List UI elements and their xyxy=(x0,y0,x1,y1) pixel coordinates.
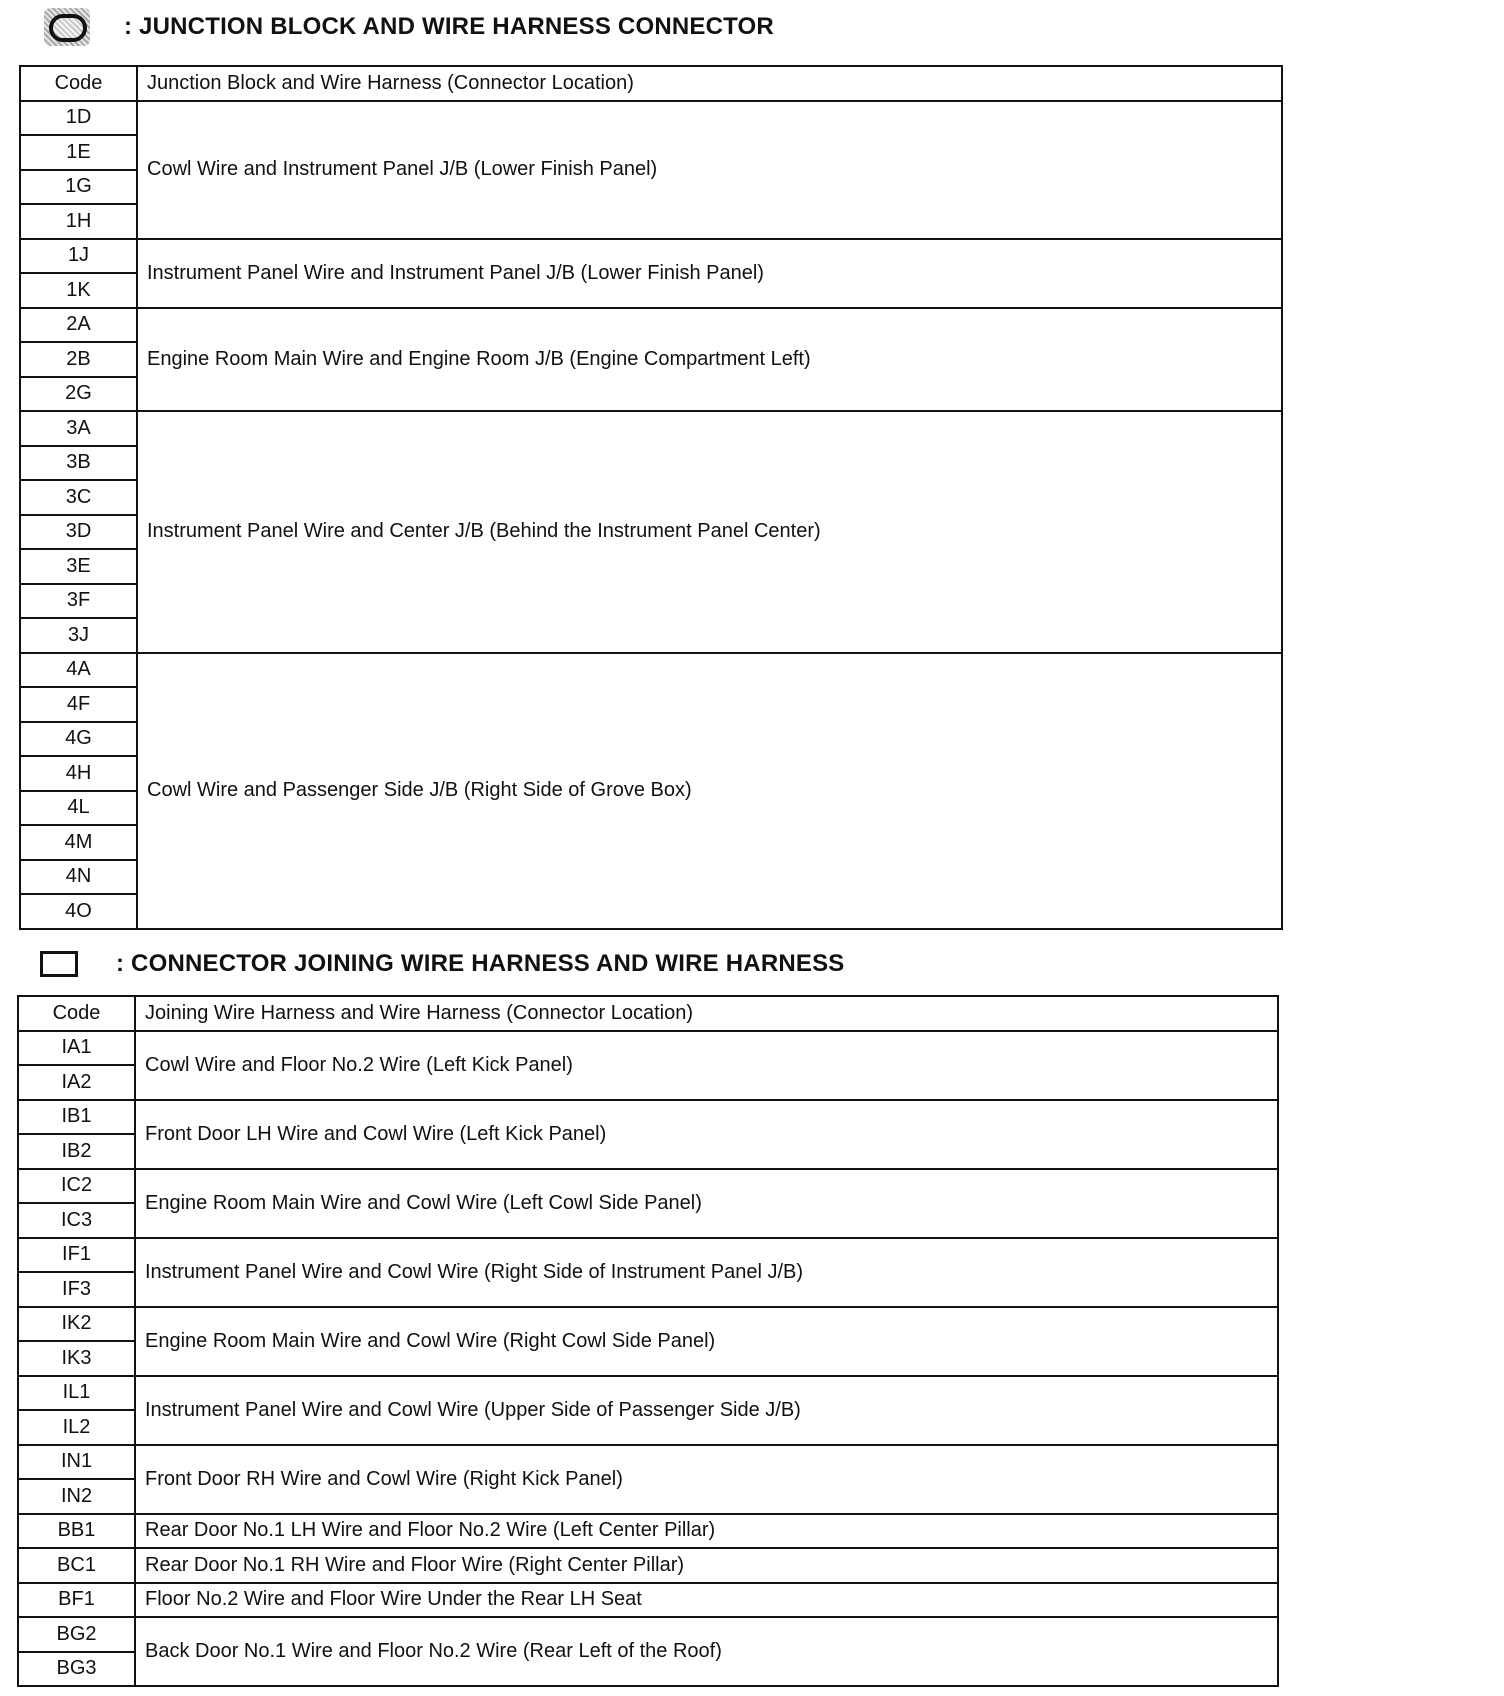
connector-code-cell: 1H xyxy=(20,204,137,239)
table-row xyxy=(18,1514,1278,1549)
connector-location-cell: Cowl Wire and Floor No.2 Wire (Left Kick Panel) xyxy=(135,1031,1278,1100)
connector-code-cell: 3J xyxy=(20,618,137,653)
connector-code-cell: IB1 xyxy=(18,1100,135,1135)
connector-code-cell: 3A xyxy=(20,411,137,446)
table-row xyxy=(20,101,1282,136)
connector-code-cell: IN1 xyxy=(18,1445,135,1480)
connector-code-cell: 1E xyxy=(20,135,137,170)
table-header-row xyxy=(20,66,1282,101)
connector-location-cell: Engine Room Main Wire and Cowl Wire (Left Cowl Side Panel) xyxy=(135,1169,1278,1238)
connector-code-cell: 3E xyxy=(20,549,137,584)
connector-code-cell: 4O xyxy=(20,894,137,929)
table-row xyxy=(18,1445,1278,1480)
connector-location-cell: Engine Room Main Wire and Cowl Wire (Right Cowl Side Panel) xyxy=(135,1307,1278,1376)
connector-code-cell: BB1 xyxy=(18,1514,135,1549)
connector-code-cell: IL2 xyxy=(18,1410,135,1445)
connector-code-cell: 4A xyxy=(20,653,137,688)
table-row xyxy=(18,1100,1278,1135)
connector-code-cell: 4N xyxy=(20,860,137,895)
connector-location-cell: Instrument Panel Wire and Cowl Wire (Right Side of Instrument Panel J/B) xyxy=(135,1238,1278,1307)
connector-code-cell: 3F xyxy=(20,584,137,619)
connector-location-cell: Instrument Panel Wire and Center J/B (Behind the Instrument Panel Center) xyxy=(137,411,1282,653)
connector-code-cell: IB2 xyxy=(18,1134,135,1169)
table-row xyxy=(18,1617,1278,1652)
connector-location-cell: Front Door RH Wire and Cowl Wire (Right Kick Panel) xyxy=(135,1445,1278,1514)
connector-code-cell: 3B xyxy=(20,446,137,481)
junction-block-symbol-icon xyxy=(44,8,90,46)
connector-code-cell: 2B xyxy=(20,342,137,377)
connector-code-cell: 1J xyxy=(20,239,137,274)
connector-location-cell: Cowl Wire and Passenger Side J/B (Right Side of Grove Box) xyxy=(137,653,1282,929)
connector-location-cell: Rear Door No.1 RH Wire and Floor Wire (Right Center Pillar) xyxy=(135,1548,1278,1583)
connector-location-cell: Instrument Panel Wire and Cowl Wire (Upper Side of Passenger Side J/B) xyxy=(135,1376,1278,1445)
connector-section-title: : CONNECTOR JOINING WIRE HARNESS AND WIRE HARNESS xyxy=(116,950,845,977)
connector-location-cell: Cowl Wire and Instrument Panel J/B (Lower Finish Panel) xyxy=(137,101,1282,239)
junction-block-table xyxy=(19,65,1283,930)
table-row xyxy=(18,1583,1278,1618)
connector-location-cell: Back Door No.1 Wire and Floor No.2 Wire (Rear Left of the Roof) xyxy=(135,1617,1278,1686)
connector-code-cell: IK2 xyxy=(18,1307,135,1342)
junction-block-section-header xyxy=(44,8,774,46)
connector-code-cell: BG3 xyxy=(18,1652,135,1687)
table-row xyxy=(18,1307,1278,1342)
connector-code-cell: 4M xyxy=(20,825,137,860)
table-row xyxy=(20,411,1282,446)
connector-code-cell: 2A xyxy=(20,308,137,343)
connector-code-cell: 3D xyxy=(20,515,137,550)
table-row xyxy=(20,653,1282,688)
connector-code-cell: IA1 xyxy=(18,1031,135,1066)
connector-code-cell: IC2 xyxy=(18,1169,135,1204)
connector-location-cell: Engine Room Main Wire and Engine Room J/B (Engine Compartment Left) xyxy=(137,308,1282,412)
table-row xyxy=(18,1031,1278,1066)
table-header-row xyxy=(18,996,1278,1031)
table-row xyxy=(18,1169,1278,1204)
connector-location-cell: Front Door LH Wire and Cowl Wire (Left Kick Panel) xyxy=(135,1100,1278,1169)
connector-table xyxy=(17,995,1279,1687)
connector-code-cell: 1K xyxy=(20,273,137,308)
connector-code-cell: IK3 xyxy=(18,1341,135,1376)
connector-code-cell: IN2 xyxy=(18,1479,135,1514)
table-row xyxy=(20,239,1282,274)
connector-code-cell: IF3 xyxy=(18,1272,135,1307)
location-column-header: Joining Wire Harness and Wire Harness (Connector Location) xyxy=(135,996,1278,1031)
connector-symbol-icon xyxy=(40,951,78,977)
connector-code-cell: 1D xyxy=(20,101,137,136)
connector-code-cell: BG2 xyxy=(18,1617,135,1652)
connector-code-cell: IA2 xyxy=(18,1065,135,1100)
connector-code-cell: 4H xyxy=(20,756,137,791)
connector-section-header xyxy=(36,950,845,978)
connector-code-cell: 4L xyxy=(20,791,137,826)
connector-code-cell: 4G xyxy=(20,722,137,757)
connector-code-cell: IF1 xyxy=(18,1238,135,1273)
connector-code-cell: BC1 xyxy=(18,1548,135,1583)
connector-code-cell: BF1 xyxy=(18,1583,135,1618)
table-row xyxy=(18,1548,1278,1583)
connector-code-cell: IC3 xyxy=(18,1203,135,1238)
junction-block-section-title: : JUNCTION BLOCK AND WIRE HARNESS CONNECTOR xyxy=(124,13,774,40)
connector-code-cell: 2G xyxy=(20,377,137,412)
location-column-header: Junction Block and Wire Harness (Connector Location) xyxy=(137,66,1282,101)
table-row xyxy=(18,1376,1278,1411)
table-row xyxy=(20,308,1282,343)
table-row xyxy=(18,1238,1278,1273)
connector-location-cell: Floor No.2 Wire and Floor Wire Under the Rear LH Seat xyxy=(135,1583,1278,1618)
connector-code-cell: 4F xyxy=(20,687,137,722)
connector-code-cell: 3C xyxy=(20,480,137,515)
connector-location-cell: Rear Door No.1 LH Wire and Floor No.2 Wire (Left Center Pillar) xyxy=(135,1514,1278,1549)
connector-code-cell: IL1 xyxy=(18,1376,135,1411)
connector-code-cell: 1G xyxy=(20,170,137,205)
connector-location-cell: Instrument Panel Wire and Instrument Panel J/B (Lower Finish Panel) xyxy=(137,239,1282,308)
code-column-header: Code xyxy=(18,996,135,1031)
code-column-header: Code xyxy=(20,66,137,101)
